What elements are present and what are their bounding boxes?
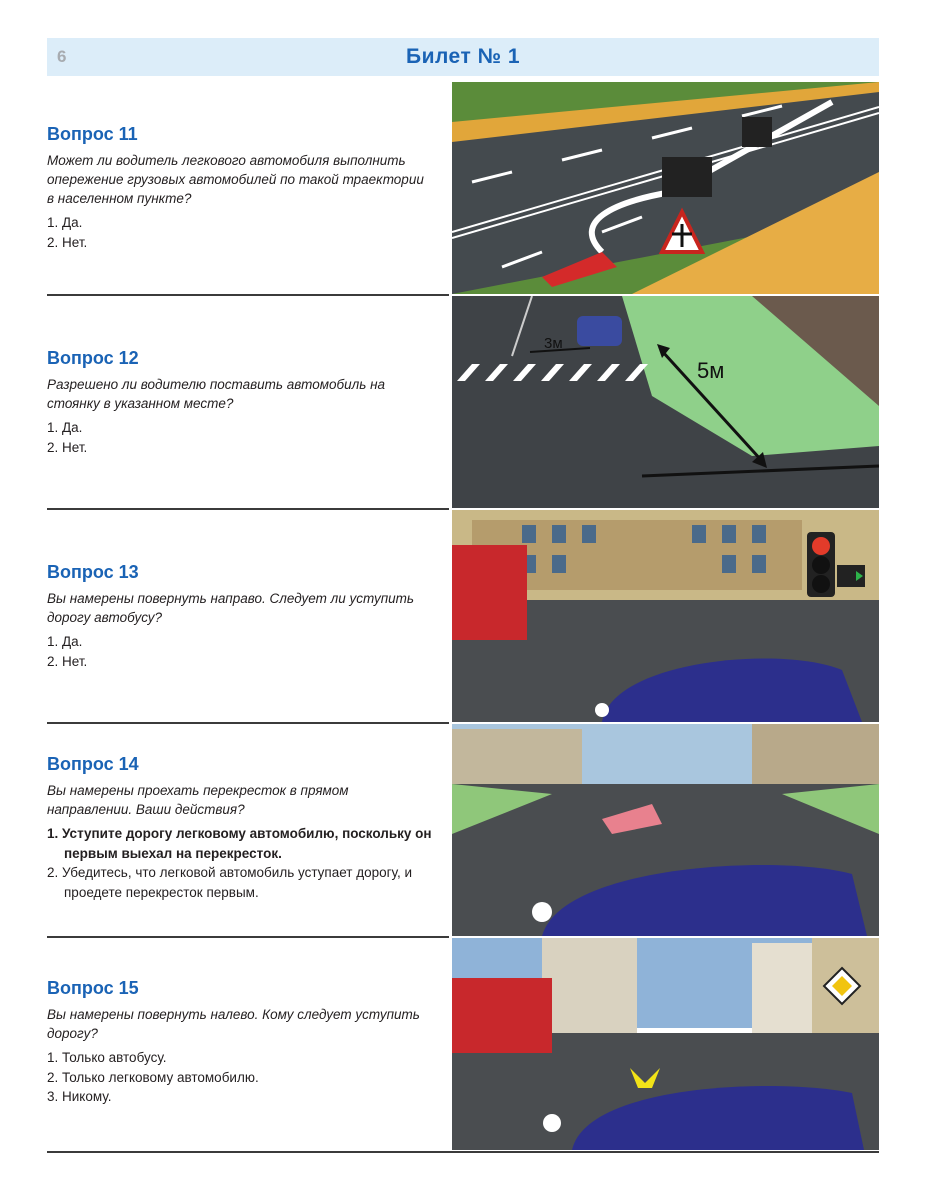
- answer-option[interactable]: 1. Да.: [47, 215, 83, 230]
- question-text-11: [47, 124, 432, 252]
- page-number: 6: [57, 47, 67, 66]
- illustration-parking-distance: [452, 296, 879, 508]
- question-prompt: Может ли водитель легкового автомобиля выполнить опережение грузовых автомобилей по такой траектории в населенном пункте?: [47, 153, 424, 206]
- answer-option[interactable]: 2. Нет.: [47, 234, 88, 250]
- answer-list: [47, 418, 432, 457]
- answer-option[interactable]: 1. Только автобусу.: [47, 1050, 167, 1065]
- question-prompt: Вы намерены проехать перекресток в прямом направлении. Ваши действия?: [47, 783, 349, 817]
- question-text-12: [47, 348, 432, 457]
- question-title: Вопрос 11: [47, 124, 138, 144]
- answer-option[interactable]: 1. Да.: [47, 420, 83, 435]
- answer-list: [47, 1048, 432, 1107]
- answer-option[interactable]: 2. Только легковому автомобилю.: [47, 1069, 259, 1085]
- question-block-15: [47, 938, 879, 1151]
- question-block-11: [47, 82, 879, 296]
- ticket-title: Билет № 1: [405, 45, 520, 68]
- question-block-13: [47, 510, 879, 724]
- illustration-road-overtaking: [452, 82, 879, 294]
- question-block-12: [47, 296, 879, 510]
- question-block-14: [47, 724, 879, 938]
- answer-option[interactable]: 3. Никому.: [47, 1089, 112, 1104]
- page-header: [47, 38, 879, 76]
- answer-option[interactable]: 2. Нет.: [47, 653, 88, 669]
- question-prompt: Разрешено ли водителю поставить автомобиль на стоянку в указанном месте?: [47, 377, 386, 411]
- answer-option[interactable]: 2. Убедитесь, что легковой автомобиль уступает дорогу, и проедете перекресток первым.: [47, 865, 413, 900]
- illustration-right-turn-bus: [452, 510, 879, 722]
- question-title: Вопрос 15: [47, 978, 139, 998]
- answer-option[interactable]: 1. Да.: [47, 634, 83, 649]
- answer-option[interactable]: 1. Уступите дорогу легковому автомобилю, поскольку он первым выехал на перекресток.: [47, 826, 432, 861]
- question-text-14: [47, 754, 432, 902]
- page-bottom-line: [47, 1151, 879, 1153]
- question-text-13: [47, 562, 432, 671]
- question-text-15: [47, 978, 432, 1107]
- question-title: Вопрос 13: [47, 562, 139, 582]
- question-title: Вопрос 14: [47, 754, 139, 774]
- distance-label-3m: 3м: [544, 335, 563, 352]
- answer-list: [47, 824, 432, 902]
- question-title: Вопрос 12: [47, 348, 139, 368]
- illustration-left-turn: [452, 938, 879, 1150]
- illustration-intersection-straight: [452, 724, 879, 936]
- distance-label-5m: 5м: [697, 358, 725, 383]
- question-prompt: Вы намерены повернуть направо. Следует ли уступить дорогу автобусу?: [47, 591, 414, 625]
- question-prompt: Вы намерены повернуть налево. Кому следует уступить дорогу?: [47, 1007, 420, 1041]
- answer-list: [47, 632, 432, 671]
- answer-list: [47, 213, 432, 252]
- answer-option[interactable]: 2. Нет.: [47, 439, 88, 455]
